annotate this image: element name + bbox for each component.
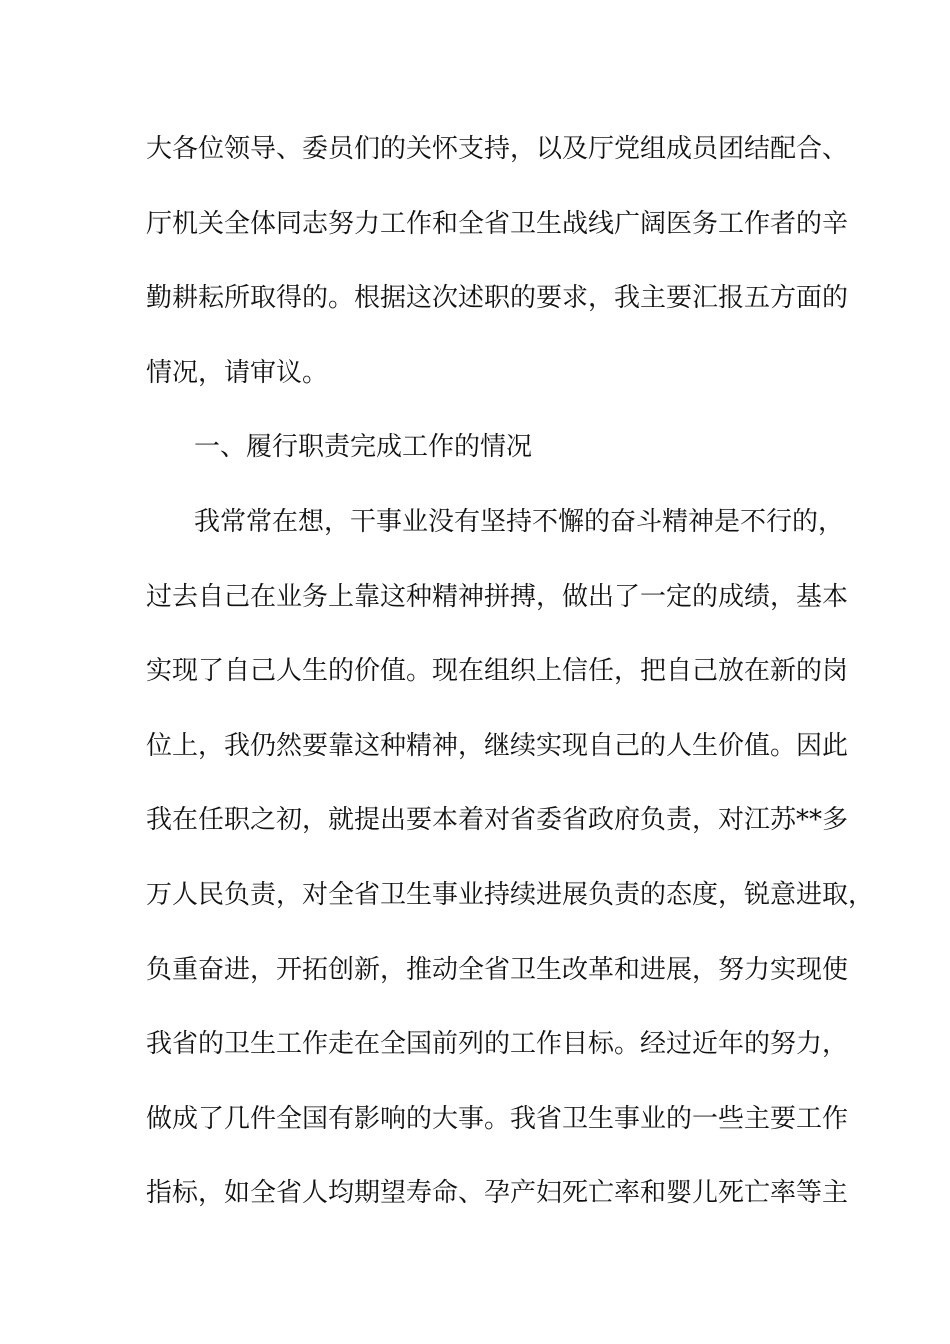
text-line: 指标，如全省人均期望寿命、孕产妇死亡率和婴儿死亡率等主 <box>146 1178 849 1209</box>
text-line: 勤耕耘所取得的。根据这次述职的要求，我主要汇报五方面的 <box>146 283 849 314</box>
text-line: 我在任职之初，就提出要本着对省委省政府负责，对江苏**多 <box>146 805 849 836</box>
text-line: 情况，请审议。 <box>146 357 329 388</box>
text-line: 厅机关全体同志努力工作和全省卫生战线广阔医务工作者的辛 <box>146 208 849 239</box>
body-text <box>146 127 875 1246</box>
text-line: 做成了几件全国有影响的大事。我省卫生事业的一些主要工作 <box>146 1103 849 1134</box>
text-line: 负重奋进，开拓创新，推动全省卫生改革和进展，努力实现使 <box>146 954 849 985</box>
text-line: 实现了自己人生的价值。现在组织上信任，把自己放在新的岗 <box>146 656 849 687</box>
text-line: 过去自己在业务上靠这种精神拼搏，做出了一定的成绩，基本 <box>146 581 849 612</box>
text-line: 我省的卫生工作走在全国前列的工作目标。经过近年的努力， <box>146 1029 849 1060</box>
text-line: 我常常在想，干事业没有坚持不懈的奋斗精神是不行的， <box>194 506 845 537</box>
text-line: 位上，我仍然要靠这种精神，继续实现自己的人生价值。因此 <box>146 730 849 761</box>
text-line: 万人民负责，对全省卫生事业持续进展负责的态度，锐意进取， <box>146 879 875 910</box>
text-line: 大各位领导、委员们的关怀支持，以及厅党组成员团结配合、 <box>146 134 849 164</box>
section-heading: 一、履行职责完成工作的情况 <box>194 432 533 463</box>
